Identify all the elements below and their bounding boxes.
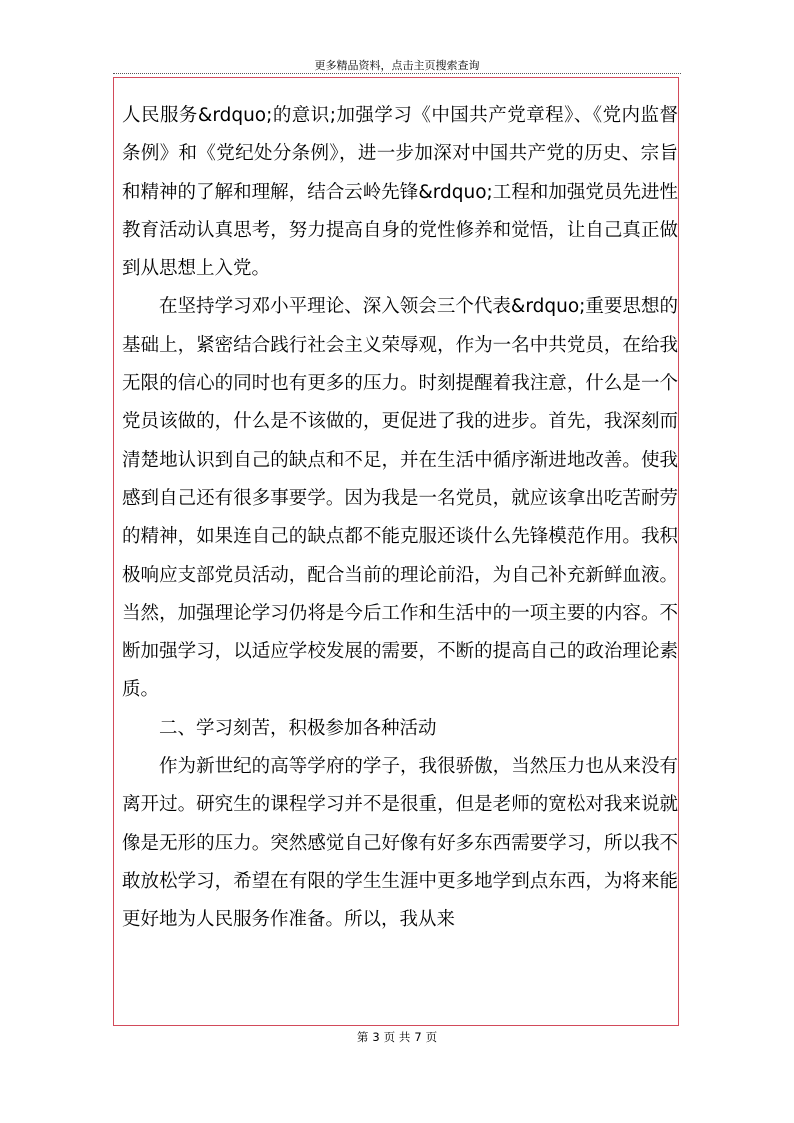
paragraph-3: 作为新世纪的高等学府的学子，我很骄傲，当然压力也从来没有离开过。研究生的课程学习并不是很重，但是老师的宽松对我来说就像是无形的压力。突然感觉自己好像有好多东西需要学习，所以我不敢放松学习，希望在有限的学生生涯中更多地学到点东西，为将来能更好地为人民服务作准备。所以，我从来 (122, 756, 678, 931)
page-footer (0, 1029, 794, 1045)
footer-page-number: 3 (372, 1030, 380, 1044)
page-header: 更多精品资料，点击主页搜索查询 (314, 59, 480, 72)
paragraph-1: 人民服务&rdquo;的意识;加强学习《中国共产党章程》、《党内监督条例》和《党纪处分条例》，进一步加深对中国共产党的历史、宗旨和精神的了解和理解，结合云岭先锋&rdquo;工程和加强党员先进性教育活动认真思考，努力提高自身的党性修养和觉悟，让自己真正做到从思想上入党。 (122, 105, 678, 280)
header-divider (113, 73, 681, 74)
section-heading: 二、学习刻苦，积极参加各种活动 (159, 717, 437, 739)
document-body (122, 97, 678, 940)
footer-total-pages: 7 (414, 1030, 422, 1044)
footer-suffix: 页 (425, 1030, 438, 1044)
paragraph-2: 在坚持学习邓小平理论、深入领会三个代表&rdquo;重要思想的基础上，紧密结合践行社会主义荣辱观，作为一名中共党员，在给我无限的信心的同时也有更多的压力。时刻提醒着我注意，什么是一个党员该做的，什么是不该做的，更促进了我的进步。首先，我深刻而清楚地认识到自己的缺点和不足，并在生活中循序渐进地改善。使我感到自己还有很多事要学。因为我是一名党员，就应该拿出吃苦耐劳的精神，如果连自己的缺点都不能克服还谈什么先锋模范作用。我积极响应支部党员活动，配合当前的理论前沿，为自己补充新鲜血液。当然，加强理论学习仍将是今后工作和生活中的一项主要的内容。不断加强学习，以适应学校发展的需要，不断的提高自己的政治理论素质。 (122, 296, 678, 701)
footer-prefix: 第 (356, 1030, 369, 1044)
footer-middle: 页 共 (383, 1030, 411, 1044)
